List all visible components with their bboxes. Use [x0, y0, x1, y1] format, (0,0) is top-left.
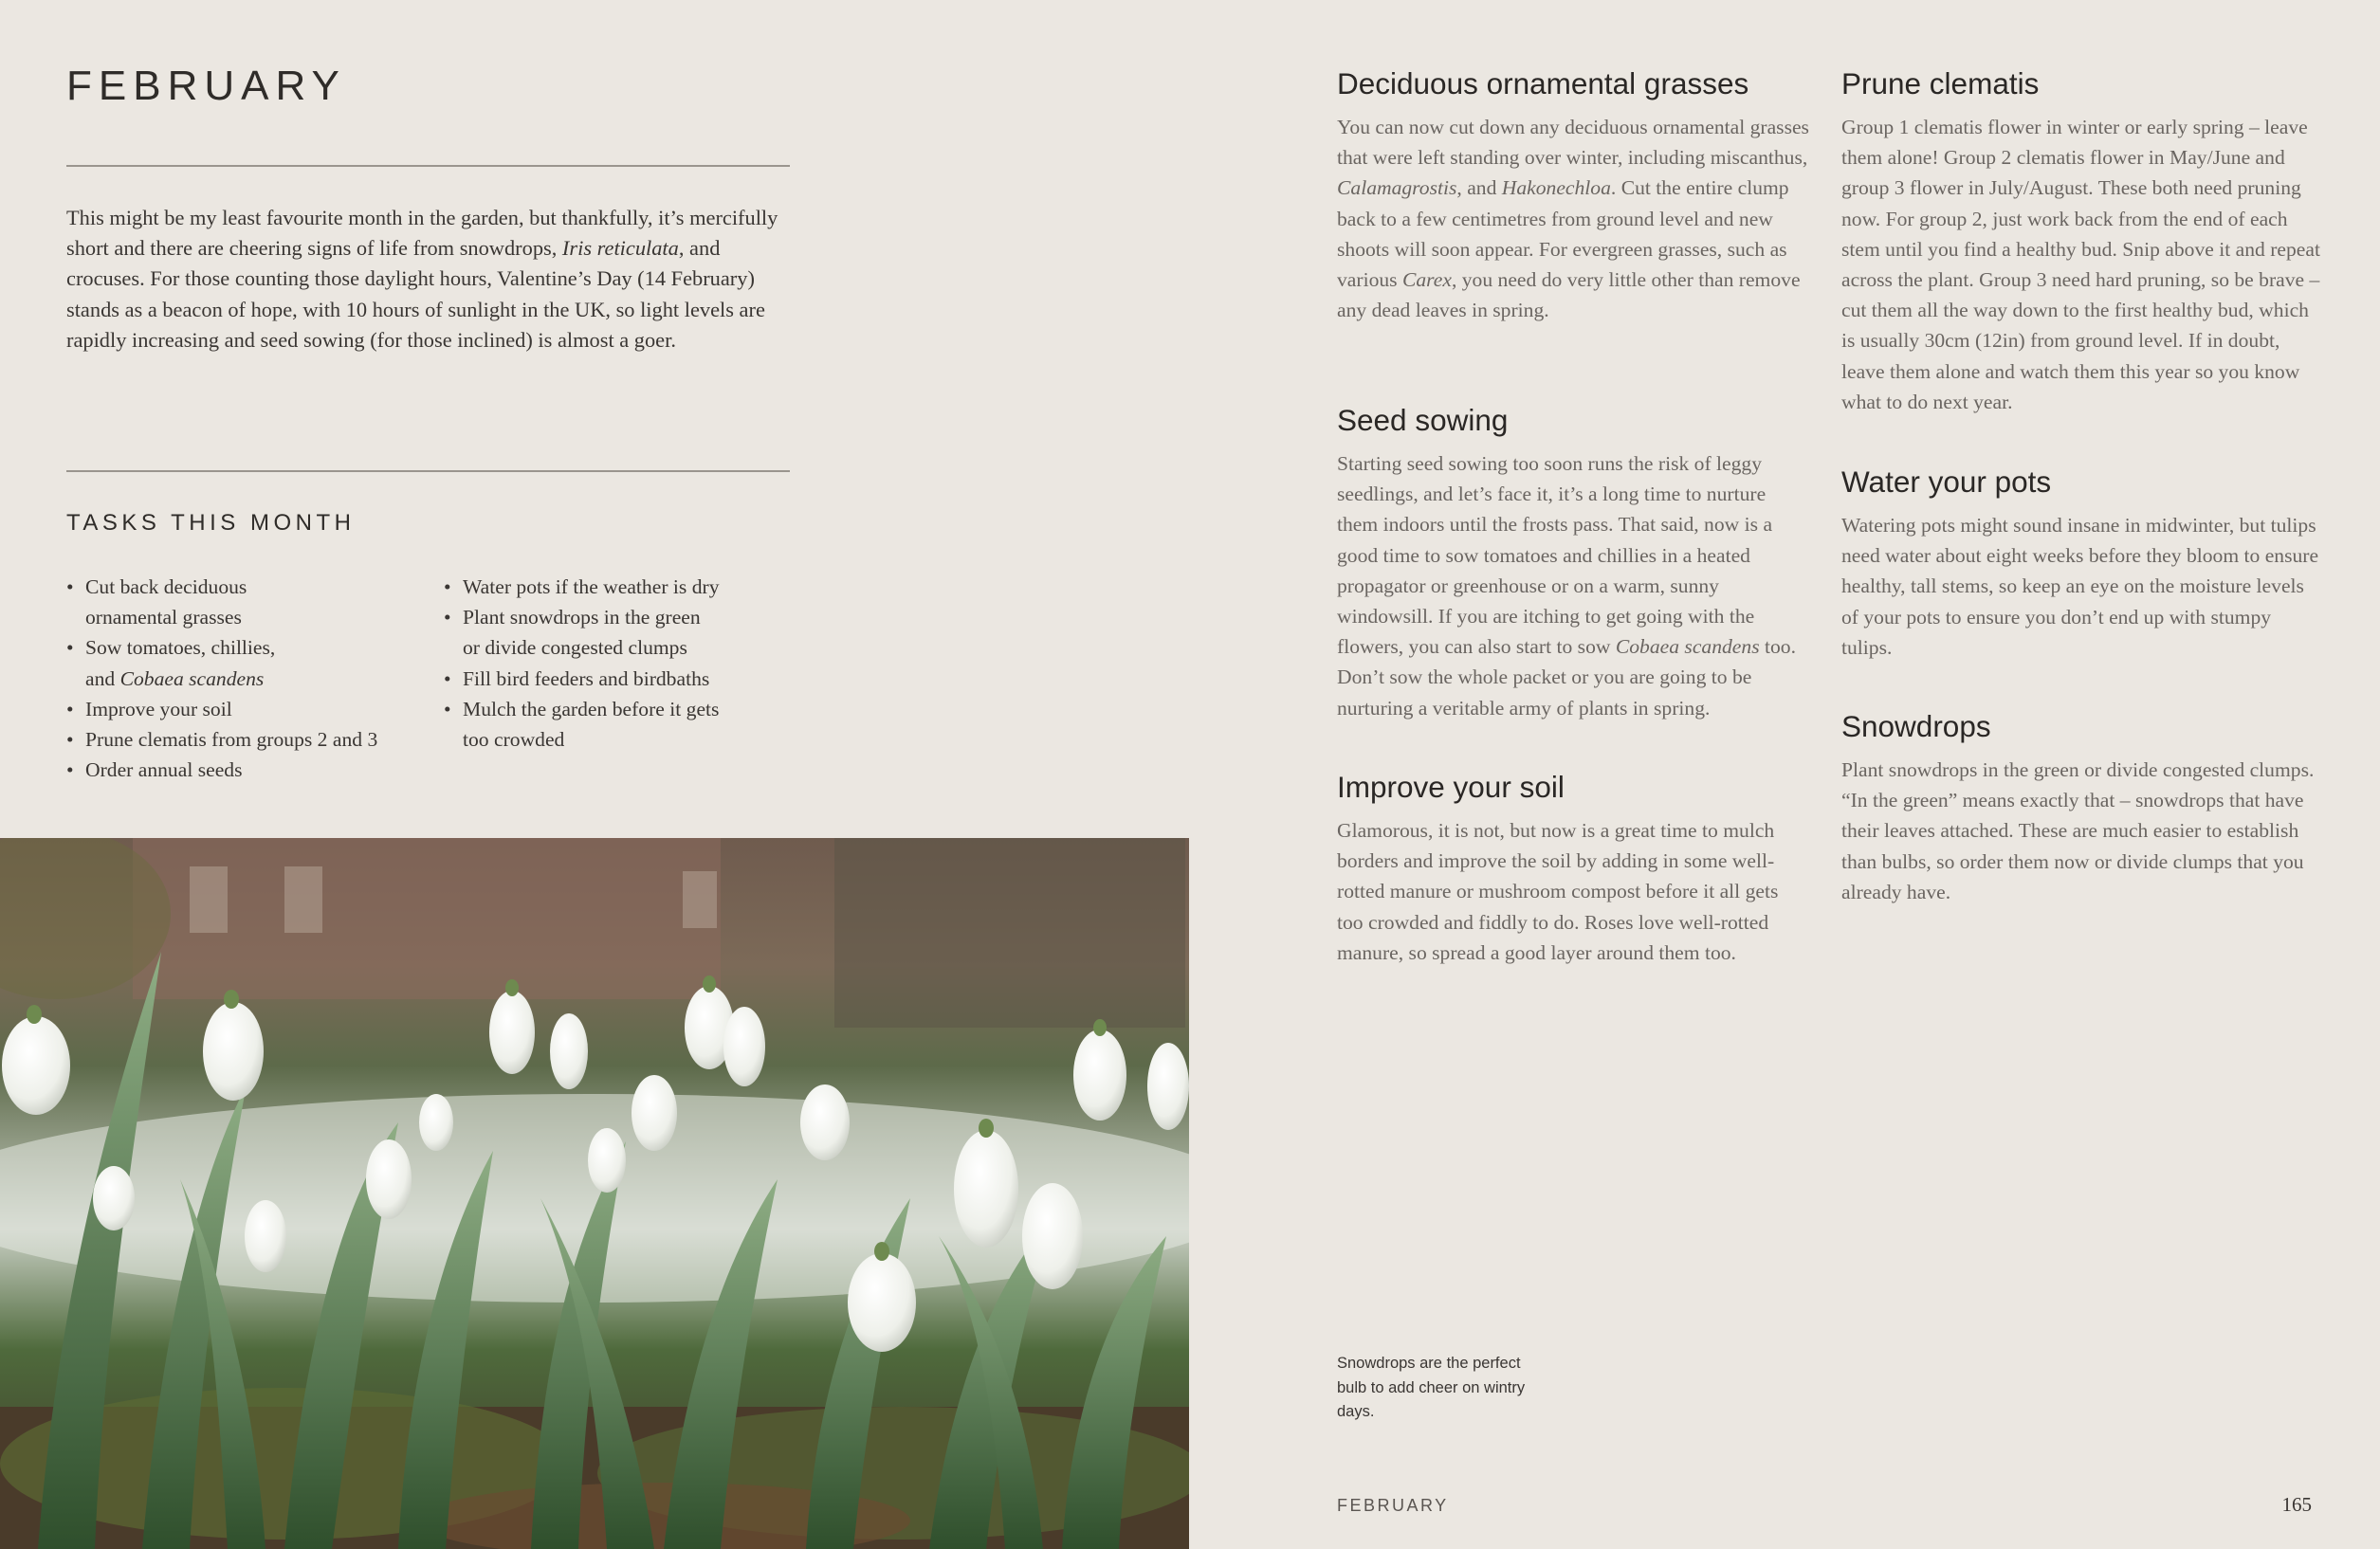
tasks-heading: TASKS THIS MONTH [66, 510, 356, 536]
section-body-deciduous-grasses: You can now cut down any deciduous ornamental grasses that were left standing over winter, including miscanthus, Calamagrostis, and Hakonechloa. Cut the entire clump back to a few centimetres from ground level and new shoots will soon appear. For evergreen grasses, such as various Carex, you need do very little other than remove any dead leaves in spring. [1337, 116, 1809, 322]
section-title-prune-clematis: Prune clematis [1841, 66, 2040, 100]
list-item: • Order annual seeds [66, 755, 427, 785]
running-footer: FEBRUARY [1337, 1496, 1449, 1515]
list-item: • Water pots if the weather is dry [444, 572, 804, 602]
list-item: • Sow tomatoes, chillies, and Cobaea scandens [66, 632, 427, 693]
list-item: • Mulch the garden before it gets too crowded [444, 694, 804, 755]
page-number: 165 [2281, 1493, 2312, 1516]
section-body-water-pots: Watering pots might sound insane in midwinter, but tulips need water about eight weeks before they bloom to ensure healthy, tall stems, so keep an eye on the moisture levels of your pots to ensure you don’t end up with stumpy tulips. [1841, 514, 2319, 659]
list-item: • Prune clematis from groups 2 and 3 [66, 724, 427, 755]
section-body-prune-clematis: Group 1 clematis flower in winter or early spring – leave them alone! Group 2 clematis flower in May/June and group 3 flower in July/August. These both need pruning now. For group 2, just work back from the end of each stem until you find a healthy bud. Snip above it and repeat across the plant. Group 3 need hard pruning, so be brave – cut them all the way down to the first healthy bud, which is usually 30cm (12in) from ground level. If in doubt, leave them alone and watch them this year so you know what to do next year. [1841, 116, 2320, 413]
snowdrops-photo [0, 838, 1189, 1549]
list-item: • Improve your soil [66, 694, 427, 724]
list-item: • Plant snowdrops in the green or divide congested clumps [444, 602, 804, 663]
section-title-water-pots: Water your pots [1841, 465, 2052, 499]
photo-caption: Snowdrops are the perfect bulb to add cheer on wintry days. [1337, 1355, 1526, 1420]
list-item: • Fill bird feeders and birdbaths [444, 664, 804, 694]
divider [66, 470, 790, 472]
divider [66, 165, 790, 167]
section-title-snowdrops: Snowdrops [1841, 709, 1991, 743]
section-body-seed-sowing: Starting seed sowing too soon runs the risk of leggy seedlings, and let’s face it, it’s a long time to nurture them indoors until the frosts pass. That said, now is a good time to sow tomatoes and chillies in a heated propagator or greenhouse or on a warm, sunny windowsill. If you are itching to get going with the flowers, you can also start to sow Cobaea scandens too. Don’t sow the whole packet or you are going to be nurturing a veritable army of plants in spring. [1337, 452, 1796, 720]
page-title: FEBRUARY [66, 63, 346, 109]
intro-paragraph: This might be my least favourite month in the garden, but thankfully, it’s mercifully short and there are cheering signs of life from snowdrops, Iris reticulata, and crocuses. For those counting those daylight hours, Valentine’s Day (14 February) stands as a beacon of hope, with 10 hours of sunlight in the UK, so light levels are rapidly increasing and seed sowing (for those inclined) is almost a goer. [66, 206, 778, 352]
section-title-seed-sowing: Seed sowing [1337, 403, 1509, 437]
tasks-list-col1 [66, 572, 427, 785]
section-body-improve-soil: Glamorous, it is not, but now is a great time to mulch borders and improve the soil by adding in some well-rotted manure or mushroom compost before it all gets too crowded and fiddly to do. Roses love well-rotted manure, so spread a good layer around them too. [1337, 819, 1779, 964]
section-body-snowdrops: Plant snowdrops in the green or divide congested clumps. “In the green” means exactly that – snowdrops that have their leaves attached. These are much easier to establish than bulbs, so order them now or divide clumps that you already have. [1841, 758, 2315, 903]
section-title-improve-soil: Improve your soil [1337, 770, 1565, 804]
section-title-deciduous-grasses: Deciduous ornamental grasses [1337, 66, 1749, 100]
list-item: • Cut back deciduous ornamental grasses [66, 572, 427, 632]
tasks-list-col2 [444, 572, 804, 755]
